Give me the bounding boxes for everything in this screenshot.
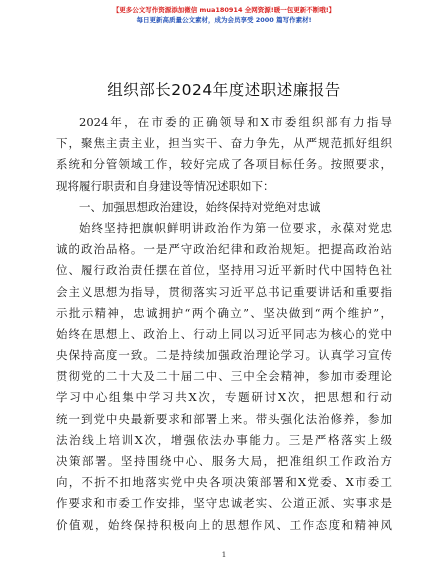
paragraph-line: 2024年，在市委的正确领导和X市委组织部有力指导: [79, 115, 392, 129]
promo-banner-line-1: 【更多公文写作资源添加微信 mua180914 全网资源!暖一包更新不断哦!】: [112, 6, 336, 14]
paragraph-line: 系统和分管领域工作，较好完成了各项目标任务。按照要求，: [56, 157, 392, 172]
document-title: 组织部长2024年度述职述廉报告: [107, 81, 341, 99]
paragraph-line: 始终在思想上、政治上、行动上同以习近平同志为核心的党中: [56, 326, 392, 341]
paragraph-line: 下，聚焦主责主业，担当实干、奋力争先，从严规范抓好组织: [56, 136, 392, 151]
paragraph-line: 法治线上培训X次，增强依法办事能力。三是严格落实上级: [56, 432, 392, 447]
paragraph-line: 位、履行政治责任摆在首位，坚持用习近平新时代中国特色社: [56, 263, 392, 278]
paragraph-line: 学习中心组集中学习共X次，专题研讨X次，把思想和行动: [56, 390, 392, 405]
page-number: 1: [221, 550, 227, 559]
promo-banner-line-2: 每日更新高质量公文素材，成为会员享受 2000 篇写作素材!: [136, 15, 312, 24]
paragraph-line: 示批示精神，忠诚拥护“两个确立”、坚决做到“两个维护”，: [56, 305, 392, 320]
paragraph-line: 向，不折不扣地落实党中央各项决策部署和X党委、X市委工: [56, 475, 392, 490]
paragraph-line: 价值观，始终保持积极向上的思想作风、工作态度和精神风: [56, 517, 392, 532]
document-body: [56, 112, 392, 536]
section-heading: 一、加强思想政治建设，始终保持对党绝对忠诚: [79, 199, 321, 214]
paragraph-line: 现将履行职责和自身建设等情况述职如下：: [56, 178, 275, 193]
promo-banner: [0, 6, 448, 25]
paragraph-line: 会主义思想为指导，贯彻落实习近平总书记重要讲话和重要指: [56, 284, 392, 299]
paragraph-line: 央保持高度一致。二是持续加强政治理论学习。认真学习宣传: [56, 348, 392, 363]
paragraph-line: 决策部署。坚持围绕中心、服务大局，把准组织工作政治方: [56, 454, 392, 468]
paragraph-line: 始终坚持把旗帜鲜明讲政治作为第一位要求，永葆对党忠: [79, 220, 392, 235]
paragraph-line: 诚的政治品格。一是严守政治纪律和政治规矩。把提高政治站: [56, 242, 392, 257]
paragraph-line: 作要求和市委工作安排，坚守忠诚老实、公道正派、实事求是: [56, 496, 392, 511]
paragraph-line: 贯彻党的二十大及二十届二中、三中全会精神，参加市委理论: [56, 369, 392, 384]
paragraph-line: 统一到党中央最新要求和部署上来。带头强化法治修养，参加: [56, 411, 392, 426]
